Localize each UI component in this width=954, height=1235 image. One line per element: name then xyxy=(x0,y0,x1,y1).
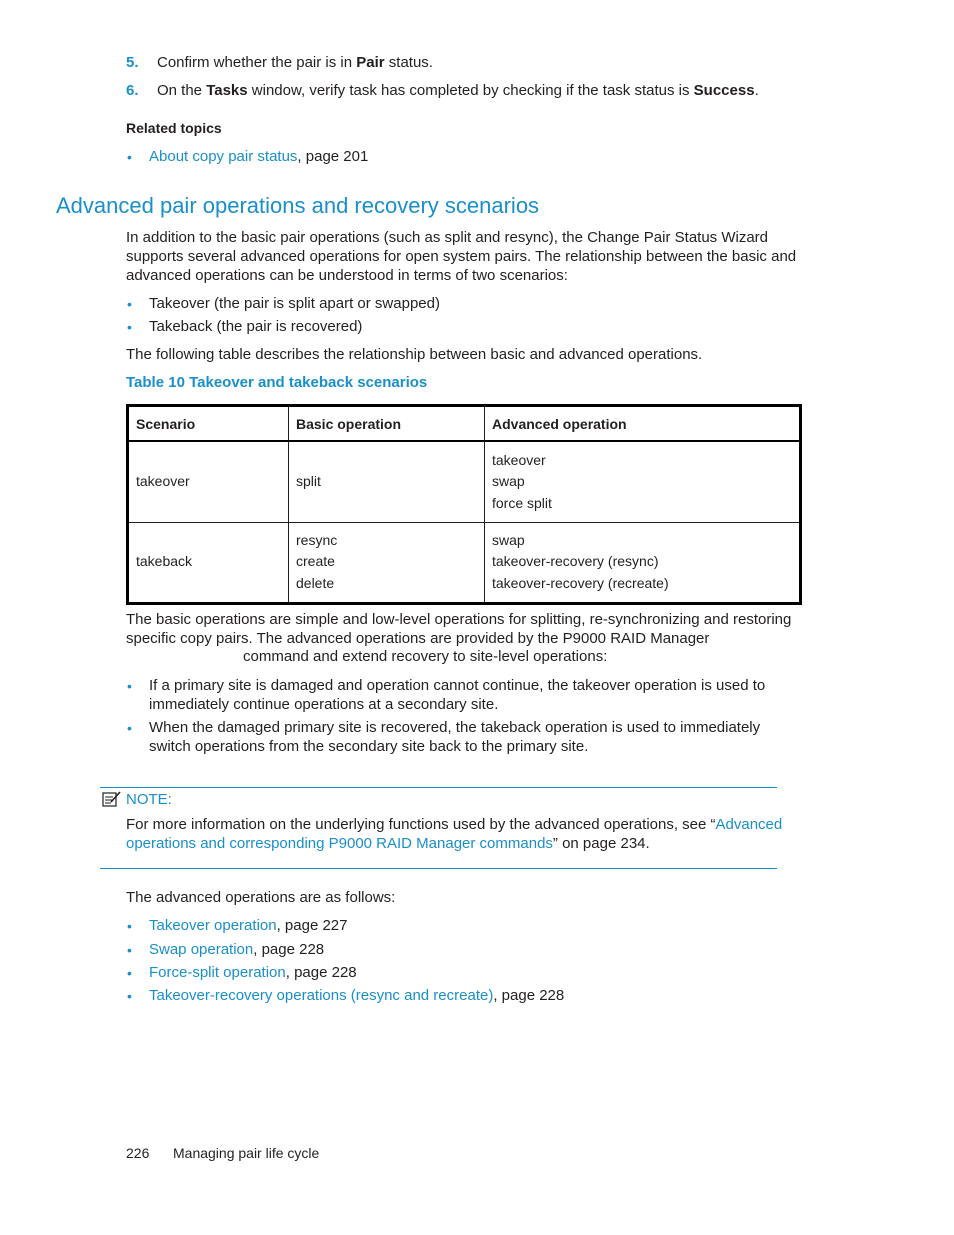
list-item: Takeback (the pair is recovered) xyxy=(149,318,363,335)
takeover-recovery-link[interactable]: Takeover-recovery operations (resync and recreate) xyxy=(149,987,494,1004)
paragraph-line: specific copy pairs. The advanced operations are provided by the P9000 RAID Manager xyxy=(126,630,710,647)
bullet-icon: • xyxy=(127,965,132,981)
list-item-line: switch operations from the secondary site back to the primary site. xyxy=(149,738,589,755)
list-item: Swap operation, page 228 xyxy=(149,941,325,958)
table-cell: swap takeover-recovery (resync) takeover-recovery (recreate) xyxy=(485,522,801,603)
list-item: Takeover (the pair is split apart or swapped) xyxy=(149,295,440,312)
bullet-icon: • xyxy=(127,988,132,1004)
note-bottom-rule xyxy=(100,868,777,869)
list-item-line: If a primary site is damaged and operation cannot continue, the takeover operation is used to xyxy=(149,677,766,694)
about-copy-pair-status-link[interactable]: About copy pair status xyxy=(149,148,298,165)
note-text: For more information on the underlying functions used by the advanced operations, see “Advanced xyxy=(126,816,783,833)
step-number: 6. xyxy=(126,82,139,99)
swap-operation-link[interactable]: Swap operation xyxy=(149,941,254,958)
list-item: Takeover operation, page 227 xyxy=(149,917,348,934)
table-row xyxy=(128,522,801,603)
bullet-icon: • xyxy=(127,149,132,165)
note-top-rule xyxy=(100,787,777,788)
scenarios-table xyxy=(126,404,802,605)
list-item: About copy pair status, page 201 xyxy=(149,148,369,165)
step-text: On the Tasks window, verify task has completed by checking if the task status is Success. xyxy=(157,82,759,99)
list-item: Force-split operation, page 228 xyxy=(149,964,357,981)
table-header-row xyxy=(128,406,801,442)
paragraph-line: advanced operations can be understood in terms of two scenarios: xyxy=(126,267,568,284)
paragraph-line: supports several advanced operations for open system pairs. The relationship between the basic and xyxy=(126,248,797,265)
table-cell: takeover xyxy=(128,441,289,522)
paragraph-line: The following table describes the relationship between basic and advanced operations. xyxy=(126,346,703,363)
table-header: Advanced operation xyxy=(485,406,801,442)
related-topics-heading: Related topics xyxy=(126,120,222,136)
bullet-icon: • xyxy=(127,296,132,312)
force-split-operation-link[interactable]: Force-split operation xyxy=(149,964,286,981)
paragraph-line: In addition to the basic pair operations (such as split and resync), the Change Pair Status Wizard xyxy=(126,229,769,246)
paragraph-line: The advanced operations are as follows: xyxy=(126,889,396,906)
section-title: Advanced pair operations and recovery scenarios xyxy=(56,193,540,218)
bullet-icon: • xyxy=(127,319,132,335)
list-item-line: When the damaged primary site is recovered, the takeback operation is used to immediately xyxy=(149,719,761,736)
step-number: 5. xyxy=(126,54,139,71)
paragraph-line: The basic operations are simple and low-level operations for splitting, re-synchronizing and restoring xyxy=(126,611,792,628)
page-number: 226 xyxy=(126,1145,150,1161)
table-cell: split xyxy=(289,441,485,522)
bullet-icon: • xyxy=(127,678,132,694)
table-caption: Table 10 Takeover and takeback scenarios xyxy=(126,374,428,391)
paragraph-line: command and extend recovery to site-level operations: xyxy=(243,648,608,665)
table-header: Basic operation xyxy=(289,406,485,442)
table-cell: resync create delete xyxy=(289,522,485,603)
bullet-icon: • xyxy=(127,720,132,736)
list-item-line: immediately continue operations at a secondary site. xyxy=(149,696,499,713)
table-header: Scenario xyxy=(128,406,289,442)
bullet-icon: • xyxy=(127,942,132,958)
step-text: Confirm whether the pair is in Pair status. xyxy=(157,54,433,71)
note-icon xyxy=(102,790,122,808)
takeover-operation-link[interactable]: Takeover operation xyxy=(149,917,277,934)
bullet-icon: • xyxy=(127,918,132,934)
note-label: NOTE: xyxy=(126,791,172,808)
note-text: operations and corresponding P9000 RAID Manager commands” on page 234. xyxy=(126,835,650,852)
chapter-title: Managing pair life cycle xyxy=(173,1145,320,1161)
advanced-operations-link-cont[interactable]: operations and corresponding P9000 RAID Manager commands xyxy=(126,835,553,852)
list-item: Takeover-recovery operations (resync and recreate), page 228 xyxy=(149,987,565,1004)
advanced-operations-link[interactable]: Advanced xyxy=(715,816,783,833)
table-row xyxy=(128,441,801,522)
table-cell: takeback xyxy=(128,522,289,603)
table-cell: takeover swap force split xyxy=(485,441,801,522)
